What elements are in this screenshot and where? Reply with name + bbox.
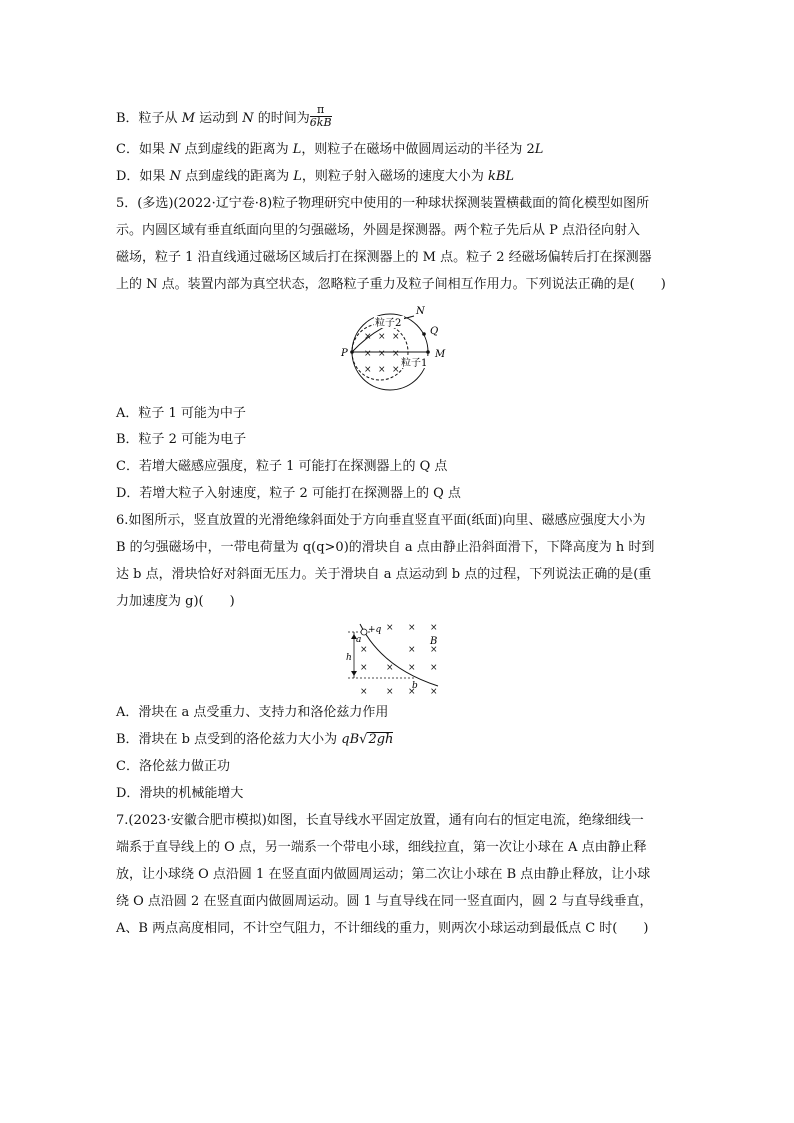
svg-text:×: × (364, 349, 372, 359)
text: B．粒子从 (116, 111, 182, 126)
label-a: a (356, 635, 362, 645)
q6-option-d: D．滑块的机械能增大 (116, 786, 244, 801)
q5-detector-figure (338, 304, 456, 392)
label-P: P (341, 348, 348, 359)
q7-stem-line-5: A、B 两点高度相同，不计空气阻力，不计细线的重力，则两次小球运动到最低点 C 时( ) (116, 921, 649, 936)
var-L: L (534, 142, 544, 157)
fraction-numerator: π (310, 104, 332, 117)
text: D．如果 (116, 169, 170, 184)
svg-text:×: × (392, 332, 400, 342)
svg-text:×: × (364, 365, 372, 375)
svg-text:×: × (378, 365, 386, 375)
svg-text:×: × (392, 365, 400, 375)
var-N: N (169, 142, 181, 157)
q6-incline-figure (342, 618, 454, 698)
svg-text:×: × (378, 332, 386, 342)
svg-text:×: × (386, 687, 394, 697)
q5-option-a: A．粒子 1 可能为中子 (116, 406, 246, 421)
fraction-denominator: 6kB (309, 116, 332, 129)
q7-stem-line-1: 7.(2023·安徽合肥市模拟)如图，长直导线水平固定放置，通有向右的恒定电流，绝缘细线一 (116, 813, 644, 828)
text: 的时间为 (253, 111, 310, 126)
q5-option-b: B．粒子 2 可能为电子 (116, 432, 247, 447)
q7-stem-line-2: 端系于直导线上的 O 点，另一端系一个带电小球，细线拉直，第一次让小球在 A 点由静止释 (116, 840, 647, 855)
q4-option-d (116, 167, 514, 187)
label-N: N (416, 306, 425, 317)
svg-text:×: × (430, 623, 438, 633)
q7-stem-line-3: 放，让小球绕 O 点沿圆 1 在竖直面内做圆周运动；第二次让小球在 B 点由静止释放，让小球 (116, 867, 651, 882)
var-M: M (181, 111, 195, 126)
q6-stem-line-3: 达 b 点，滑块恰好对斜面无压力。关于滑块自 a 点运动到 b 点的过程，下列说法正确的是(重 (116, 567, 652, 582)
q6-option-a: A．滑块在 a 点受重力、支持力和洛伦兹力作用 (116, 705, 389, 720)
q4-option-b (116, 103, 332, 131)
text: ，则粒子在磁场中做圆周运动的半径为 2 (301, 142, 535, 157)
fraction (310, 104, 332, 129)
sqrt-sign: √ (359, 732, 368, 747)
label-h: h (346, 653, 352, 663)
svg-text:×: × (386, 623, 394, 633)
svg-text:×: × (360, 645, 368, 655)
var-L: L (293, 169, 302, 184)
label-M: M (435, 349, 446, 360)
var-N: N (242, 111, 254, 126)
q5-stem-line-2: 示。内圆区域有垂直纸面向里的匀强磁场，外圆是探测器。两个粒子先后从 P 点沿径向射入 (116, 223, 641, 238)
q6-stem-line-2: B 的匀强磁场中，一带电荷量为 q(q>0)的滑块自 a 点由静止沿斜面滑下，下降高度为 h 时到 (116, 540, 655, 555)
var-L: L (292, 142, 302, 157)
q6-option-b (116, 730, 393, 750)
label-b: b (412, 681, 418, 691)
var-kBL: kBL (487, 169, 515, 184)
svg-text:×: × (408, 687, 416, 697)
label-Q: Q (430, 326, 439, 337)
q5-option-c: C．若增大磁感应强度，粒子 1 可能打在探测器上的 Q 点 (116, 459, 448, 474)
text: 点到虚线的距离为 (180, 169, 294, 184)
label-particle-1: 粒子1 (401, 358, 428, 369)
q5-stem-line-3: 磁场，粒子 1 沿直线通过磁场区域后打在探测器上的 M 点。粒子 2 经磁场偏转后打在探测器 (116, 250, 652, 265)
svg-text:×: × (364, 332, 372, 342)
text: ，则粒子射入磁场的速度大小为 (301, 169, 488, 184)
svg-text:×: × (360, 687, 368, 697)
q6-stem-line-1: 6.如图所示，竖直放置的光滑绝缘斜面处于方向垂直竖直平面(纸面)向里、磁感应强度大小为 (116, 513, 646, 528)
var-qB: qB (341, 732, 360, 747)
svg-text:×: × (378, 349, 386, 359)
q5-stem-line-4: 上的 N 点。装置内部为真空状态，忽略粒子重力及粒子间相互作用力。下列说法正确的是( ) (116, 277, 666, 292)
q5-option-d: D．若增大粒子入射速度，粒子 2 可能打在探测器上的 Q 点 (116, 486, 461, 501)
svg-text:×: × (392, 349, 400, 359)
var-N: N (169, 169, 181, 184)
svg-text:×: × (408, 663, 416, 673)
sqrt-radicand: 2gh (368, 732, 394, 747)
label-plus-q: +q (368, 625, 382, 635)
label-B: B (430, 636, 438, 647)
q7-stem-line-4: 绕 O 点沿圆 2 在竖直面内做圆周运动。圆 1 与直导线在同一竖直面内，圆 2 与直导线垂直， (116, 894, 653, 909)
svg-text:×: × (386, 663, 394, 673)
text: B．滑块在 b 点受到的洛伦兹力大小为 (116, 732, 342, 747)
svg-text:×: × (430, 645, 438, 655)
q6-stem-line-4: 力加速度为 g)( ) (116, 594, 235, 609)
label-particle-2: 粒子2 (375, 318, 402, 329)
q6-option-c: C．洛伦兹力做正功 (116, 759, 230, 774)
q5-stem-line-1: 5．(多选)(2022·辽宁卷·8)粒子物理研究中使用的一种球状探测装置横截面的简化模型如图所 (116, 196, 650, 211)
text: 运动到 (195, 111, 243, 126)
svg-text:×: × (408, 645, 416, 655)
svg-text:×: × (430, 687, 438, 697)
svg-text:×: × (360, 663, 368, 673)
text: 点到虚线的距离为 (180, 142, 293, 157)
svg-text:×: × (408, 623, 416, 633)
text: C．如果 (116, 142, 170, 157)
svg-text:×: × (430, 663, 438, 673)
q4-option-c (116, 140, 543, 160)
